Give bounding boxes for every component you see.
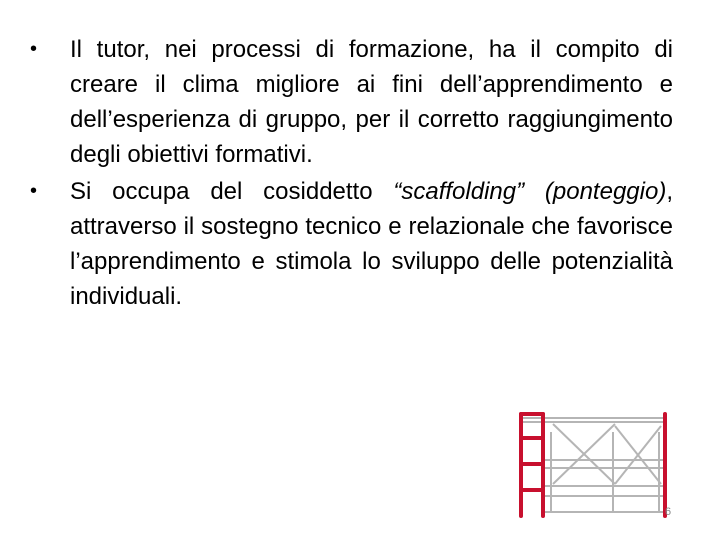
bullet-text xyxy=(70,32,673,172)
scaffolding-image xyxy=(515,408,675,520)
bullet-segment: Il tutor, nei processi di formazione, ha il compito di creare il clima migliore ai fini dell’apprendimento e dell’esperienza di gruppo, per il corretto raggiungimento degli obiettivi formativi. xyxy=(70,36,673,168)
bullet-segment: , attraverso il sostegno tecnico e relazionale che favorisce l’apprendimento e stimola lo sviluppo delle potenzialità individuali. xyxy=(70,178,673,310)
bullet-item-2 xyxy=(28,174,673,314)
bullet-marker: • xyxy=(30,38,38,60)
bullet-list xyxy=(28,32,673,314)
bullet-marker: • xyxy=(30,180,38,202)
scaffold-frames xyxy=(521,414,665,516)
bullet-item-1 xyxy=(28,32,673,172)
bullet-text xyxy=(70,174,673,314)
bullet-segment-italic: “scaffolding” (ponteggio) xyxy=(393,178,667,205)
bullet-segment: Si occupa del cosiddetto xyxy=(70,178,394,205)
page-number: 6 xyxy=(665,506,672,518)
